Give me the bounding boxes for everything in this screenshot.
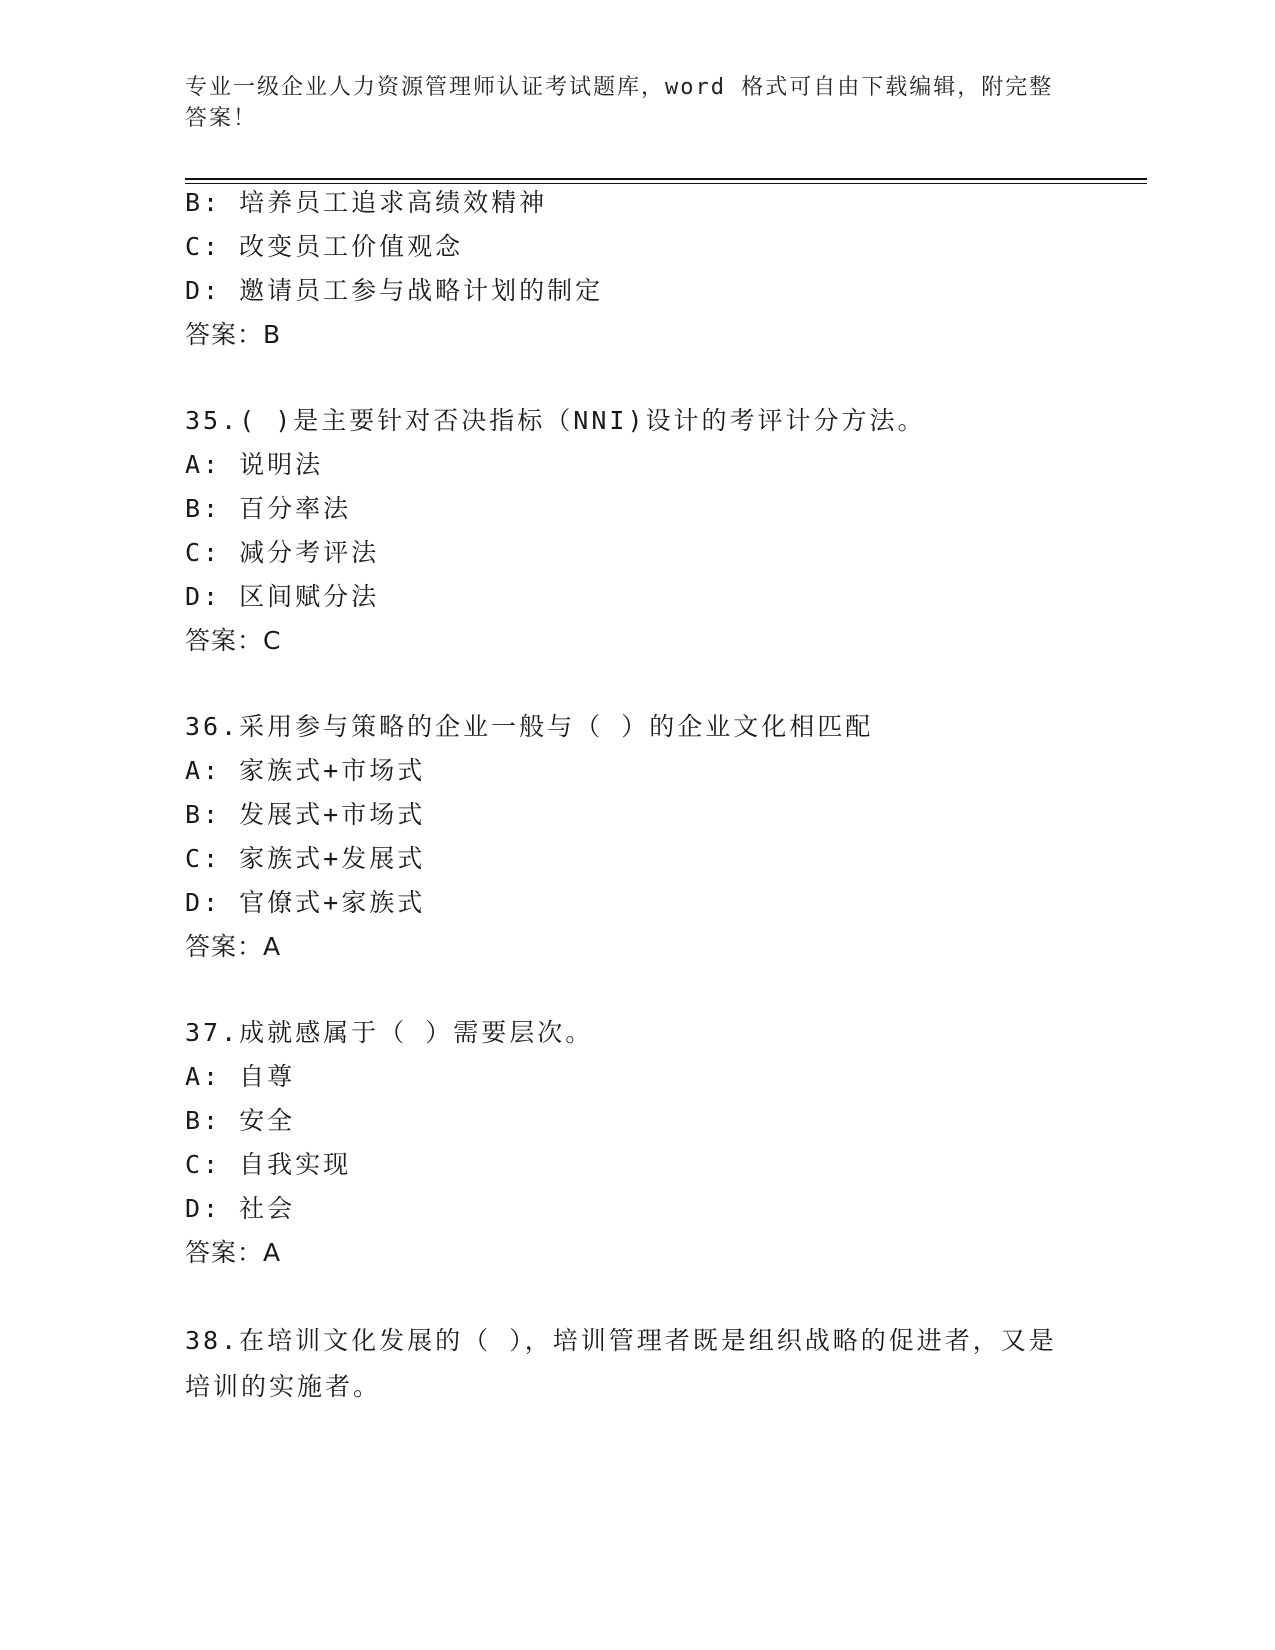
question-37-option-c: C: 自我实现 [185, 1150, 352, 1179]
header-line-2: 答案！ [185, 106, 258, 131]
question-36-option-a: A: 家族式+市场式 [185, 756, 426, 785]
question-35-option-c: C: 减分考评法 [185, 538, 380, 567]
question-35-stem: 35.( )是主要针对否决指标（NNI)设计的考评计分方法。 [185, 406, 926, 435]
prev-option-b: B: 培养员工追求高绩效精神 [185, 188, 548, 217]
question-35-answer: 答案：C [185, 626, 282, 655]
question-37-option-a: A: 自尊 [185, 1062, 296, 1091]
question-37-stem: 37.成就感属于（ ）需要层次。 [185, 1018, 594, 1047]
question-36-answer: 答案：A [185, 932, 282, 961]
prev-option-d: D: 邀请员工参与战略计划的制定 [185, 276, 604, 305]
document-header [185, 72, 1085, 134]
question-35-option-b: B: 百分率法 [185, 494, 352, 523]
header-rule-thin [185, 183, 1147, 184]
question-38-stem: 38.在培训文化发展的（ ），培训管理者既是组织战略的促进者，又是培训的实施者。 [185, 1326, 1057, 1401]
question-37-option-b: B: 安全 [185, 1106, 296, 1135]
header-rule-thick [185, 178, 1147, 180]
question-35-option-a: A: 说明法 [185, 450, 324, 479]
prev-answer: 答案：B [185, 320, 282, 349]
question-36-option-b: B: 发展式+市场式 [185, 800, 426, 829]
prev-option-c: C: 改变员工价值观念 [185, 232, 464, 261]
question-37-answer: 答案：A [185, 1238, 282, 1267]
question-36-option-c: C: 家族式+发展式 [185, 844, 426, 873]
question-36-stem: 36.采用参与策略的企业一般与（ ）的企业文化相匹配 [185, 712, 874, 741]
header-line-1: 专业一级企业人力资源管理师认证考试题库，word 格式可自由下载编辑，附完整 [185, 75, 1054, 100]
question-36-option-d: D: 官僚式+家族式 [185, 888, 426, 917]
question-35-option-d: D: 区间赋分法 [185, 582, 380, 611]
question-37-option-d: D: 社会 [185, 1194, 296, 1223]
